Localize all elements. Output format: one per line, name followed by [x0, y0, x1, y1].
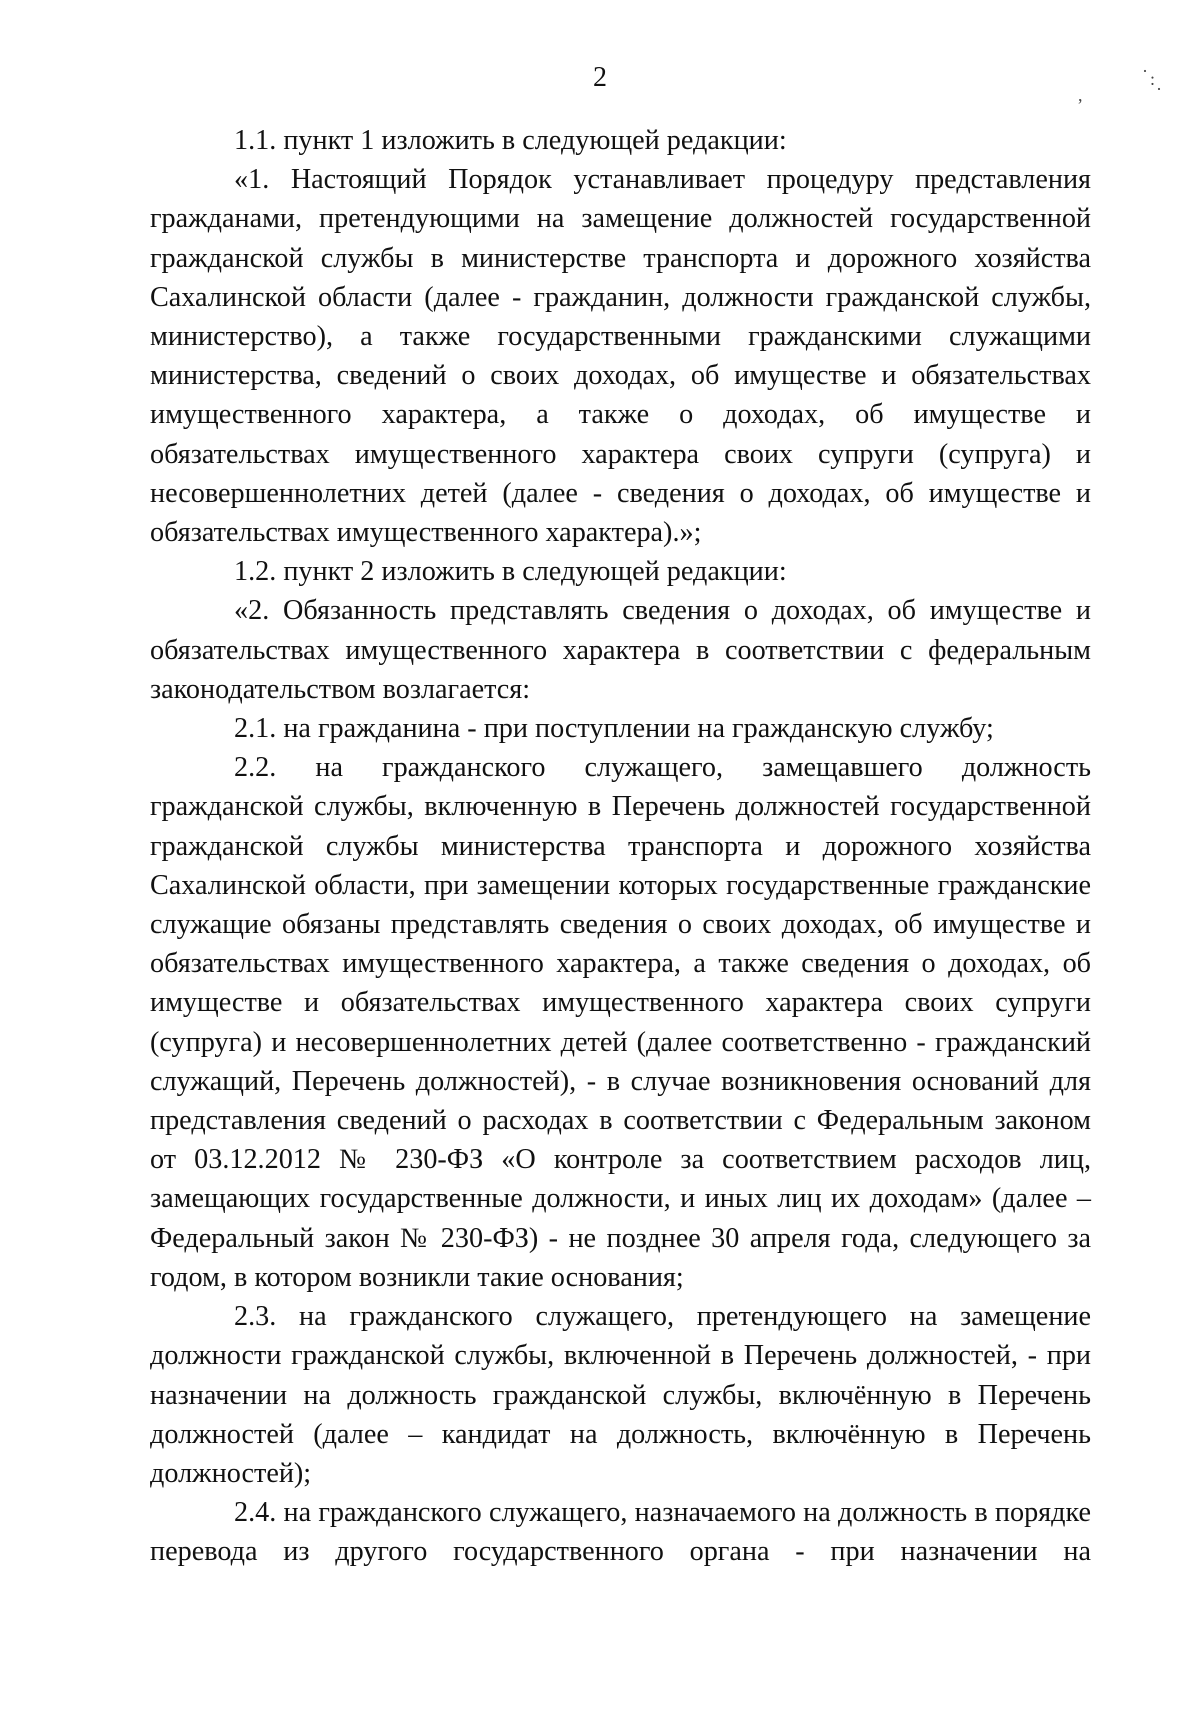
paragraph: 2.1. на гражданина - при поступлении на гражданскую службу;: [234, 713, 994, 745]
page-number: 2: [593, 62, 607, 93]
paragraph: «2. Обязанность представлять сведения о доходах, об имуществе и обязательствах имущественного характера в соответствии с федеральным законодательством возлагается:: [150, 595, 1091, 705]
paragraph: 2.4. на гражданского служащего, назначаемого на должность в порядке перевода из другого государственного органа - при назначении на: [150, 1497, 1091, 1568]
paragraph: 1.1. пункт 1 изложить в следующей редакции:: [234, 125, 787, 156]
scan-speck: ,: [1078, 85, 1083, 105]
scan-speck: ·: [1142, 61, 1148, 81]
scan-speck: ·: [1156, 79, 1162, 99]
paragraph: 1.2. пункт 2 изложить в следующей редакции:: [234, 556, 787, 588]
paragraph: 2.3. на гражданского служащего, претендующего на замещение должности гражданской службы, включенной в Перечень должностей, - при назначении на должность гражданской службы, включённую в Перечень должностей (далее – кандидат на должность, включённую в Перечень должностей);: [150, 1301, 1091, 1489]
paragraph: 2.2. на гражданского служащего, замещавшего должность гражданской службы, включенную в Перечень должностей государственной гражданской службы министерства транспорта и дорожного хозяйства Сахалинской области, при замещении которых государственные гражданские служащие обязаны представлять сведения о своих доходах, об имуществе и обязательствах имущественного характера, а также сведения о доходах, об имуществе и обязательствах имущественного характера своих супруги (супруга) и несовершеннолетних детей (далее соответственно - гражданский служащий, Перечень должностей), - в случае возникновения оснований для представления сведений о расходах в соответствии с Федеральным законом от 03.12.2012 № 230-ФЗ «О контроле за соответствием расходов лиц, замещающих государственные должности, и иных лиц их доходам» (далее – Федеральный закон № 230-ФЗ) - не позднее 30 апреля года, следующего за годом, в котором возникли такие основания;: [150, 752, 1091, 1293]
scan-speck: :: [1150, 69, 1156, 89]
document-body: [150, 121, 1091, 1572]
paragraph: «1. Настоящий Порядок устанавливает процедуру представления гражданами, претендующими на замещение должностей государственной гражданской службы в министерстве транспорта и дорожного хозяйства Сахалинской области (далее - гражданин, должности гражданской службы, министерство), а также государственными гражданскими служащими министерства, сведений о своих доходах, об имуществе и обязательствах имущественного характера, а также о доходах, об имуществе и обязательствах имущественного характера своих супруги (супруга) и несовершеннолетних детей (далее - сведения о доходах, об имуществе и обязательствах имущественного характера).»;: [150, 164, 1091, 549]
